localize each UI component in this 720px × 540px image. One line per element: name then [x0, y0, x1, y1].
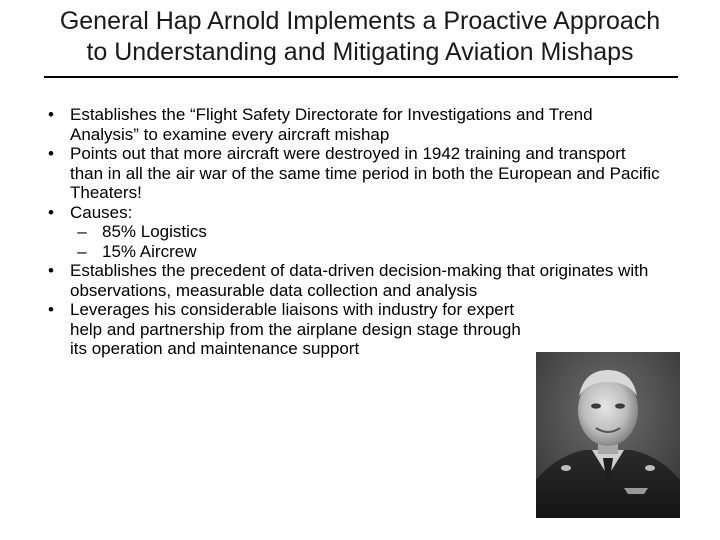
- bullet-text: Establishes the precedent of data-driven decision-making that originates with observations, measurable data collection and analysis: [70, 261, 649, 300]
- bullet-text: Points out that more aircraft were destroyed in 1942 training and transport than in all the air war of the same time period in both the European and Pacific Theaters!: [70, 144, 660, 202]
- bullet-list: [0, 105, 720, 359]
- bullet-text: Establishes the “Flight Safety Directorate for Investigations and Trend Analysis” to examine every aircraft mishap: [70, 105, 593, 144]
- pilot-wings-badge: [624, 488, 648, 494]
- collar-insignia-left: [561, 465, 571, 471]
- bullet-item: [48, 261, 660, 300]
- bullet-marker: •: [48, 105, 54, 124]
- collar-insignia-right: [645, 465, 655, 471]
- sub-bullet-text: 85% Logistics: [102, 222, 207, 241]
- bullet-marker: •: [48, 300, 54, 319]
- bullet-item: [48, 105, 660, 144]
- bullet-marker: •: [48, 202, 54, 222]
- title-line-1: General Hap Arnold Implements a Proactive Approach: [59, 7, 661, 35]
- slide-title: [0, 6, 720, 68]
- right-eye: [615, 403, 625, 408]
- sub-bullet-marker: –: [77, 222, 87, 241]
- bullet-item: [48, 202, 660, 223]
- sub-bullet-text: 15% Aircrew: [102, 241, 197, 261]
- bullet-marker: •: [48, 261, 54, 280]
- bullet-item: [48, 144, 660, 203]
- bullet-marker: •: [48, 144, 54, 163]
- sub-bullet-item: [77, 241, 602, 262]
- left-eye: [591, 403, 601, 408]
- bullet-text: Leverages his considerable liaisons with industry for expert help and partnership from the airplane design stage through its operation and maintenance support: [70, 300, 521, 358]
- title-divider: [44, 76, 678, 78]
- bullet-item: [48, 300, 540, 359]
- title-line-2: to Understanding and Mitigating Aviation Mishaps: [86, 38, 634, 66]
- bullet-text: Causes:: [70, 202, 133, 222]
- sub-bullet-item: [77, 222, 602, 242]
- sub-bullet-marker: –: [77, 241, 87, 261]
- portrait-image: [536, 352, 680, 518]
- portrait-photo: [536, 352, 680, 518]
